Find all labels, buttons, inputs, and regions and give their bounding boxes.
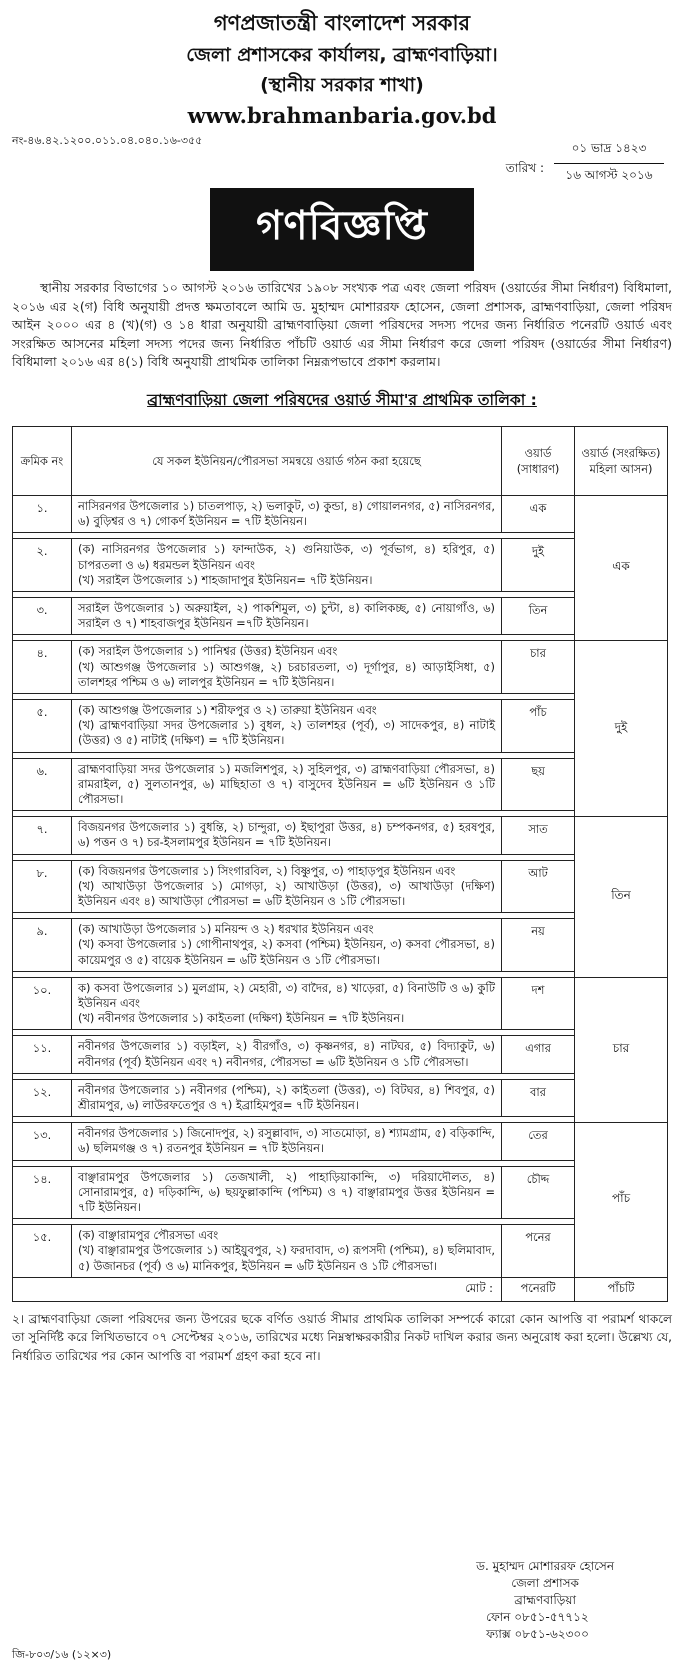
table-row	[13, 495, 668, 532]
row-serial: ৩.	[13, 597, 72, 634]
row-description: বিজয়নগর উপজেলার ১) বুধন্তি, ২) চান্দুরা, ৩) ইছাপুরা উত্তর, ৪) চম্পকনগর, ৫) হরষপুর, ৬) পত্তন ও ৭) চর-ইসলামপুর ইউনিয়ন = ৭টি ইউনিয়ন।	[72, 817, 502, 854]
letterhead	[12, 0, 672, 132]
row-ward-reserved: চার	[575, 977, 668, 1122]
row-description: ক) কসবা উপজেলার ১) মুলগ্রাম, ২) মেহারী, ৩) বাদৈর, ৪) খাড়েরা, ৫) বিনাউটি ও ৬) কুটি ইউনিয়ন এবং (খ) নবীনগর উপজেলার ১) কাইতলা (দক্ষিণ) ইউনিয়ন = ৭টি ইউনিয়ন।	[72, 977, 502, 1030]
date-english: ১৬ আগস্ট ২০১৬	[565, 168, 653, 182]
office-title: জেলা প্রশাসকের কার্যালয়, ব্রাহ্মণবাড়িয়া।	[186, 44, 498, 66]
row-description: (ক) বিজয়নগর উপজেলার ১) সিংগারবিল, ২) বিষ্ণুপুর, ৩) পাহাড়পুর ইউনিয়ন এবং (খ) আখাউড়া উপজেলার ১) মোগড়া, ২) আখাউড়া (উত্তর), ৩) আখাউড়া (দক্ষিণ) ইউনিয়ন এবং ৪) আখাউড়া পৌরসভা = ৬টি ইউনিয়ন ও ১টি পৌরসভা।	[72, 860, 502, 913]
row-ward-general: তের	[502, 1123, 575, 1160]
table-row	[13, 1123, 668, 1160]
row-serial: ১৩.	[13, 1123, 72, 1160]
memo-number: নং-৪৬.৪২.১২০০.০১১.০৪.০৪০.১৬-৩৫৫	[12, 134, 203, 147]
table-row	[13, 860, 668, 913]
total-row	[13, 1277, 668, 1301]
table-row	[13, 1166, 668, 1219]
memo-row	[12, 132, 672, 192]
signature-block	[476, 1558, 614, 1643]
table-row	[13, 597, 668, 634]
table-row	[13, 700, 668, 753]
row-serial: ১.	[13, 495, 72, 532]
table-row	[13, 977, 668, 1030]
objection-note: ২। ব্রাহ্মণবাড়িয়া জেলা পরিষদের জন্য উপরের ছকে বর্ণিত ওয়ার্ড সীমার প্রাথমিক তালিকা সম্পর্কে কারো কোন আপত্তি বা পরামর্শ থাকলে তা সুনির্দিষ্ট করে লিখিতভাবে ০৭ সেপ্টেম্বর ২০১৬, তারিখের মধ্যে নিম্নস্বাক্ষরকারীর নিকট দাখিল করার জন্য অনুরোধ করা হলো। উল্লেখ্য যে, নির্ধারিত তারিখের পর কোন আপত্তি বা পরামর্শ গ্রহণ করা হবে না।	[12, 1311, 672, 1363]
public-notice-banner: গণবিজ্ঞপ্তি	[210, 188, 474, 271]
row-ward-general: তিন	[502, 597, 575, 634]
row-ward-general: এক	[502, 495, 575, 532]
row-ward-general: পাঁচ	[502, 700, 575, 753]
row-serial: ৯.	[13, 919, 72, 972]
row-description: নবীনগর উপজেলার ১) নবীনগর (পশ্চিম), ২) কাইতলা (উত্তর), ৩) বিটঘর, ৪) শিবপুর, ৫) শ্রীরামপুর, ৬) লাউরফতেপুর ও ৭) ইব্রাহিমপুর= ৭টি ইউনিয়ন।	[72, 1079, 502, 1116]
phone-number: ফোন ০৮৫১-৫৭৭১২	[486, 1610, 589, 1624]
row-ward-general: সাত	[502, 817, 575, 854]
row-ward-general: পনের	[502, 1225, 575, 1278]
table-body	[13, 495, 668, 1301]
header-ward-general: ওয়ার্ড (সাধারণ)	[502, 426, 575, 495]
table-row	[13, 919, 668, 972]
row-serial: ৭.	[13, 817, 72, 854]
row-description: বাঞ্ছারামপুর উপজেলার ১) তেজখালী, ২) পাহাড়িয়াকান্দি, ৩) দরিয়াদৌলত, ৪) সোনারামপুর, ৫) দড়িকান্দি, ৬) ছয়ফুল্লাকান্দি (পশ্চিম) ও ৭) বাঞ্ছারামপুর উত্তর ইউনিয়ন = ৭টি ইউনিয়ন।	[72, 1166, 502, 1219]
header-description: যে সকল ইউনিয়ন/পৌরসভা সমন্বয়ে ওয়ার্ড গঠন করা হয়েছে	[72, 426, 502, 495]
total-reserved: পাঁচটি	[575, 1277, 668, 1301]
row-ward-general: এগার	[502, 1036, 575, 1073]
row-description: ব্রাহ্মণবাড়িয়া সদর উপজেলার ১) মজলিশপুর, ২) সুহিলপুর, ৩) ব্রাহ্মণবাড়িয়া পৌরসভা, ৪) রামরাইল, ৫) সুলতানপুর, ৬) মাছিহাতা ও ৭) বাসুদেব ইউনিয়ন = ৬টি ইউনিয়ন ও ১টি পৌরসভা।	[72, 758, 502, 811]
row-description: নাসিরনগর উপজেলার ১) চাতলপাড়, ২) ভলাকুট, ৩) কুন্ডা, ৪) গোয়ালনগর, ৫) নাসিরনগর, ৬) বুড়িশ্বর ও ৭) গোকর্ণ ইউনিয়ন = ৭টি ইউনিয়ন।	[72, 495, 502, 532]
signatory-name: ড. মুহাম্মদ মোশাররফ হোসেন	[476, 1559, 614, 1573]
row-serial: ১২.	[13, 1079, 72, 1116]
table-row	[13, 641, 668, 694]
table-header-row	[13, 426, 668, 495]
row-serial: ১০.	[13, 977, 72, 1030]
row-ward-general: চার	[502, 641, 575, 694]
row-serial: ১৪.	[13, 1166, 72, 1219]
row-description: (ক) আখাউড়া উপজেলার ১) মনিয়ন্দ ও ২) ধরখার ইউনিয়ন এবং (খ) কসবা উপজেলার ১) গোপীনাথপুর, ২) কসবা (পশ্চিম) ইউনিয়ন, ৩) কসবা পৌরসভা, ৪) কায়েমপুর ও ৫) বায়েক ইউনিয়ন = ৬টি ইউনিয়ন ও ১টি পৌরসভা।	[72, 919, 502, 972]
table-row	[13, 758, 668, 811]
total-label: মোট :	[13, 1277, 502, 1301]
banner-wrap	[12, 188, 672, 271]
row-ward-general: চৌদ্দ	[502, 1166, 575, 1219]
row-description: নবীনগর উপজেলার ১) বড়াইল, ২) বীরগাঁও, ৩) কৃষ্ণনগর, ৪) নাটঘর, ৫) বিদ্যাকুট, ৬) নবীনগর (পূর্ব) ইউনিয়ন এবং ৭) নবীনগর, পৌরসভা = ৬টি ইউনিয়ন ও ১টি পৌরসভা।	[72, 1036, 502, 1073]
table-row	[13, 1225, 668, 1278]
header-ward-reserved: ওয়ার্ড (সংরক্ষিত) মহিলা আসন)	[575, 426, 668, 495]
table-title	[12, 388, 672, 414]
signatory-designation: জেলা প্রশাসক	[511, 1576, 579, 1590]
govt-title: গণপ্রজাতন্ত্রী বাংলাদেশ সরকার	[213, 11, 471, 35]
table-row	[13, 1036, 668, 1073]
row-serial: ৪.	[13, 641, 72, 694]
table-title-text: ব্রাহ্মণবাড়িয়া জেলা পরিষদের ওয়ার্ড সীমা'র প্রাথমিক তালিকা :	[147, 390, 537, 409]
row-ward-general: বার	[502, 1079, 575, 1116]
date-bangla: ০১ ভাদ্র ১৪২৩	[554, 140, 664, 164]
total-general: পনেরটি	[502, 1277, 575, 1301]
row-ward-general: দশ	[502, 977, 575, 1030]
table-row	[13, 1079, 668, 1116]
row-description: (ক) নাসিরনগর উপজেলার ১) ফান্দাউক, ২) গুনিয়াউক, ৩) পূর্বভাগ, ৪) হরিপুর, ৫) চাপরতলা ও ৬) ধরমন্ডল ইউনিয়ন এবং (খ) সরাইল উপজেলার ১) শাহজাদাপুর ইউনিয়ন= ৭টি ইউনিয়ন।	[72, 539, 502, 592]
row-ward-reserved: দুই	[575, 641, 668, 817]
website-link[interactable]: www.brahmanbaria.gov.bd	[187, 103, 497, 128]
date-block	[505, 140, 664, 187]
row-serial: ১৫.	[13, 1225, 72, 1278]
row-description: সরাইল উপজেলার ১) অরুয়াইল, ২) পাকশিমুল, ৩) চুন্টা, ৪) কালিকচ্ছ, ৫) নোয়াগাঁও, ৬) সরাইল ও ৭) শাহবাজপুর ইউনিয়ন =৭টি ইউনিয়ন।	[72, 597, 502, 634]
row-serial: ৫.	[13, 700, 72, 753]
fax-number: ফ্যাক্স ০৮৫১-৬২৩০০	[486, 1627, 589, 1641]
row-serial: ১১.	[13, 1036, 72, 1073]
row-ward-reserved: পাঁচ	[575, 1123, 668, 1278]
row-ward-general: নয়	[502, 919, 575, 972]
date-label: তারিখ :	[505, 161, 544, 175]
row-description: (ক) বাঞ্ছারামপুর পৌরসভা এবং (খ) বাঞ্ছারামপুর উপজেলার ১) আইয়ুবপুর, ২) ফরদাবাদ, ৩) রূপসদী (পশ্চিম), ৪) ছলিমাবাদ, ৫) উজানচর (পূর্ব) ও ৬) মানিকপুর, ইউনিয়ন = ৬টি ইউনিয়ন ও ১টি পৌরসভা।	[72, 1225, 502, 1278]
row-ward-reserved: এক	[575, 495, 668, 640]
row-ward-general: ছয়	[502, 758, 575, 811]
row-serial: ৮.	[13, 860, 72, 913]
header-serial: ক্রমিক নং	[13, 426, 72, 495]
row-serial: ৬.	[13, 758, 72, 811]
intro-paragraph: স্থানীয় সরকার বিভাগের ১০ আগস্ট ২০১৬ তারিখের ১৯০৮ সংখ্যক পত্র এবং জেলা পরিষদ (ওয়ার্ডের সীমা নির্ধারণ) বিধিমালা, ২০১৬ এর ২(গ) বিধি অনুযায়ী প্রদত্ত ক্ষমতাবলে আমি ড. মুহাম্মদ মোশাররফ হোসেন, জেলা প্রশাসক, ব্রাহ্মণবাড়িয়া, জেলা পরিষদ আইন ২০০০ এর ৪ (খ)(গ) ও ১৪ ধারা অনুযায়ী ব্রাহ্মণবাড়িয়া জেলা পরিষদের সদস্য পদের জন্য নির্ধারিত পনেরটি ওয়ার্ড এবং সংরক্ষিত আসনের মহিলা সদস্য পদের জন্য নির্ধারিত পাঁচটি ওয়ার্ড এর সীমা নির্ধারণ করে জেলা পরিষদ (ওয়ার্ডের সীমা নির্ধারণ) বিধিমালা ২০১৬ এর ৪(১) বিধি অনুযায়ী প্রাথমিক তালিকা নিম্নরূপভাবে প্রকাশ করলাম।	[12, 280, 672, 370]
row-description: (ক) সরাইল উপজেলার ১) পানিশ্বর (উত্তর) ইউনিয়ন এবং (খ) আশুগঞ্জ উপজেলার ১) আশুগঞ্জ, ২) চরচারতলা, ৩) দূর্গাপুর, ৪) আড়াইসিধা, ৫) তালশহর পশ্চিম ও ৬) লালপুর ইউনিয়ন = ৭টি ইউনিয়ন।	[72, 641, 502, 694]
row-serial: ২.	[13, 539, 72, 592]
row-ward-general: দুই	[502, 539, 575, 592]
print-code: জি-৮০৩/১৬ (১২×৩)	[12, 1648, 112, 1661]
row-description: (ক) আশুগঞ্জ উপজেলার ১) শরীফপুর ও ২) তারুয়া ইউনিয়ন এবং (খ) ব্রাহ্মণবাড়িয়া সদর উপজেলার ১) বুধল, ২) তালশহর (পূর্ব), ৩) সাদেকপুর, ৪) নাটাই (উত্তর) ও ৫) নাটাই (দক্ষিণ) = ৭টি ইউনিয়ন।	[72, 700, 502, 753]
row-ward-general: আট	[502, 860, 575, 913]
row-ward-reserved: তিন	[575, 817, 668, 978]
table-row	[13, 539, 668, 592]
table-row	[13, 817, 668, 854]
row-description: নবীনগর উপজেলার ১) জিনোদপুর, ২) রসুল্লাবাদ, ৩) সাতমোড়া, ৪) শ্যামগ্রাম, ৫) বড়িকান্দি, ৬) ছলিমগঞ্জ ও ৭) রতনপুর ইউনিয়ন = ৭টি ইউনিয়ন।	[72, 1123, 502, 1160]
signatory-location: ব্রাহ্মণবাড়িয়া	[514, 1593, 576, 1607]
ward-boundary-table	[12, 426, 668, 1302]
branch-title: (স্থানীয় সরকার শাখা)	[260, 74, 424, 96]
